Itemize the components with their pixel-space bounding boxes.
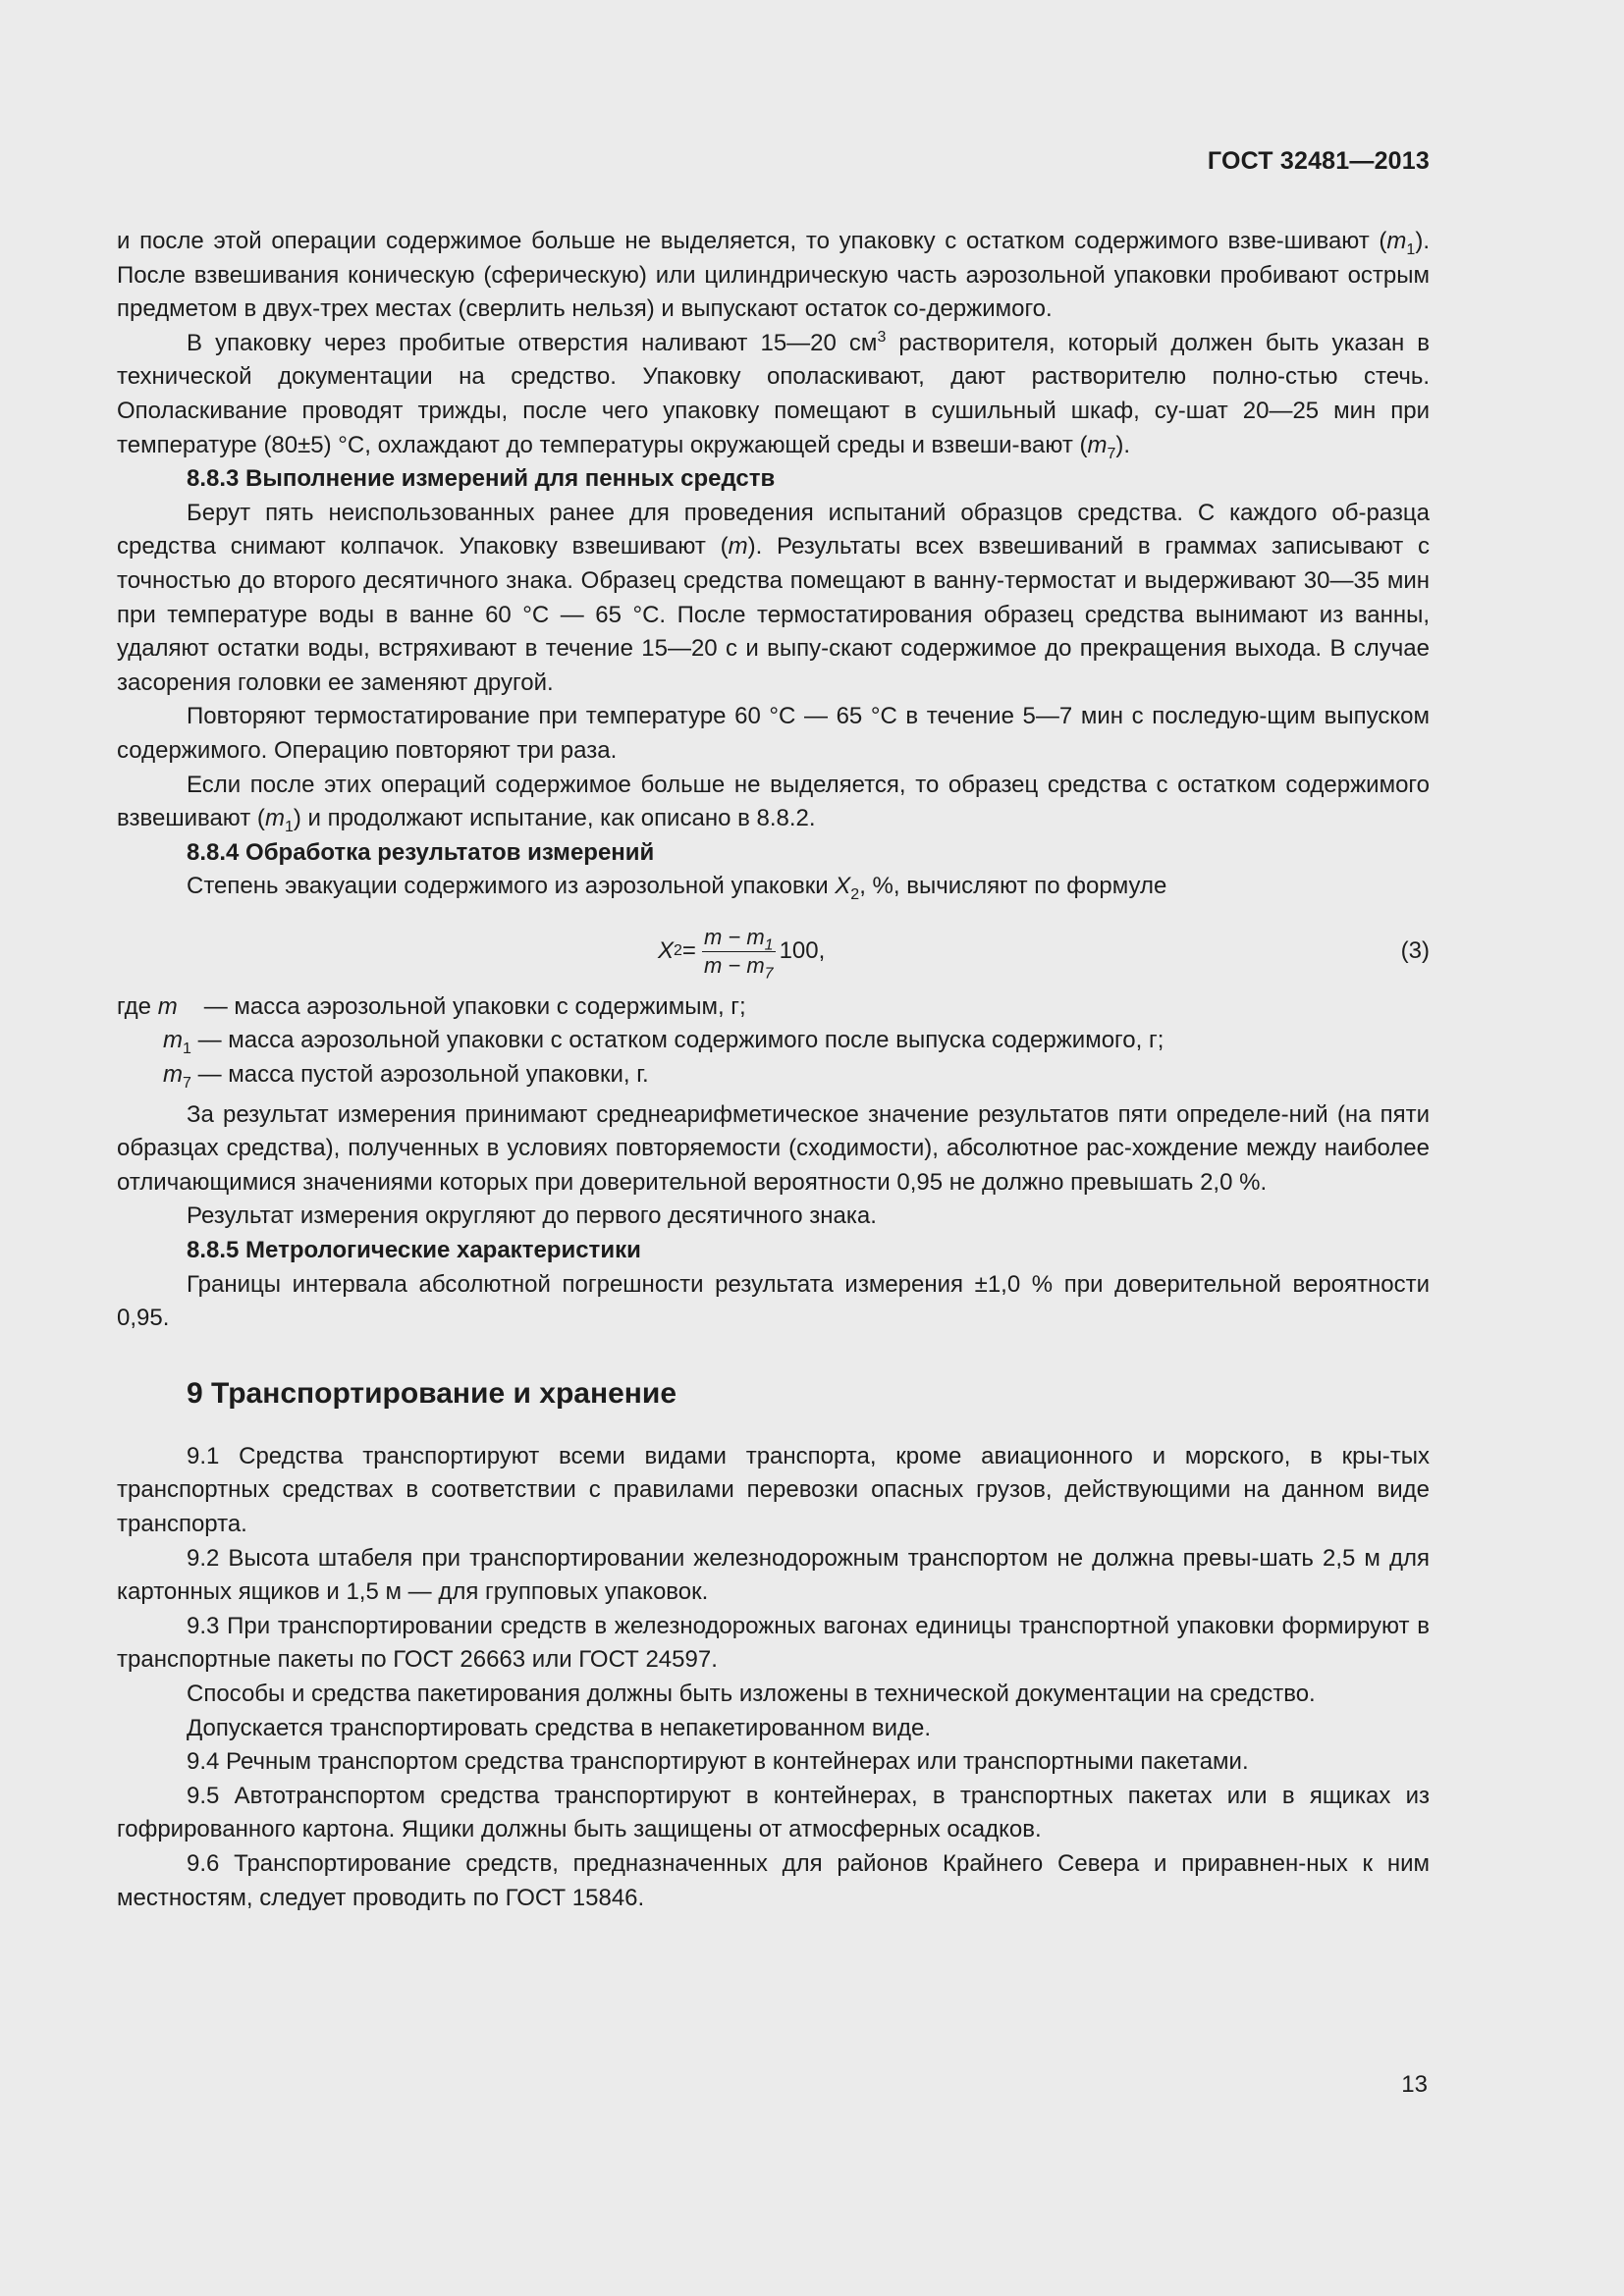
paragraph-foam-procedure: Берут пять неиспользованных ранее для проведения испытаний образцов средства. С каждого об-разца средства снимают колпачок. Упаковку взвешивают (m). Результаты всех взвешиваний в граммах записывают с точностью до второго десятичного знака. Образец средства помещают в ванну-термостат и выдерживают 30—35 мин при температуре воды в ванне 60 °С — 65 °С. После термостатирования образец средства вынимают из ванны, удаляют остатки воды, встряхивают в течение 15—20 с и выпу-скают содержимое до прекращения выхода. В случае засорения головки ее заменяют другой. (117, 499, 1431, 696)
page-number: 13 (1401, 2071, 1428, 2098)
paragraph-9-1: 9.1 Средства транспортируют всеми видами транспорта, кроме авиационного и морского, в кры-тых транспортных средствах в соответствии с правилами перевозки опасных грузов, действующими на данном виде транспорта. (117, 1442, 1430, 1537)
paragraph-metrology: Границы интервала абсолютной погрешности результата измерения ±1,0 % при доверительной вероятности 0,95. (117, 1270, 1430, 1332)
paragraph-weighing-continued: и после этой операции содержимое больше не выделяется, то упаковку с остатком содержимого взве-шивают $(m_1)$. После взвешивания коническую (сферическую) или цилиндрическую часть аэрозольной упаковки пробивают острым предметом в двух-трех местах (сверлить нельзя) и выпускают остаток со-держимого. (117, 228, 1430, 323)
definition-m7: $m_7$ — масса пустой аэрозольной упаковки, г. (163, 1061, 649, 1092)
definition-m1: $m_1$ — масса аэрозольной упаковки с остатком содержимого после выпуска содержимого, г; (163, 1027, 1164, 1058)
formula-fraction (702, 924, 776, 983)
paragraph-9-2: 9.2 Высота штабеля при транспортировании железнодорожным транспортом не должна превы-шать 2,5 м для картонных ящиков и 1,5 м — для групповых упаковок. (117, 1544, 1430, 1606)
paragraph-result-average: За результат измерения принимают среднеарифметическое значение результатов пяти определе-ний (на пяти образцах средства), полученных в условиях повторяемости (сходимости), абсолютное рас-хождение между наиболее отличающимися значениями которых при доверительной вероятности 0,95 не должно превышать 2,0 %. (117, 1100, 1430, 1196)
paragraph-solvent-rinse: В упаковку через пробитые отверстия наливают 15—20 $см^3$ растворителя, который должен быть указан в технической документации на средство. Упаковку ополаскивают, дают растворителю полно-стью стечь. Ополаскивание проводят трижды, после чего упаковку помещают в сушильный шкаф, су-шат 20—25 мин при температуре (80±5) °С, охлаждают до температуры окружающей среды и взвеши-вают $(m_7)$. (117, 328, 1431, 462)
paragraph-9-5: 9.5 Автотранспортом средства транспортируют в контейнерах, в транспортных пакетах или в ящиках из гофрированного картона. Ящики должны быть защищены от атмосферных осадков. (117, 1782, 1430, 1843)
paragraph-9-6: 9.6 Транспортирование средств, предназначенных для районов Крайнего Севера и приравнен-ных к ним местностям, следует проводить по ГОСТ 15846. (117, 1849, 1430, 1911)
paragraph-9-3-packaging: Способы и средства пакетирования должны быть изложены в технической документации на средство. (187, 1680, 1316, 1707)
paragraph-repeat-thermostat: Повторяют термостатирование при температуре 60 °С — 65 °С в течение 5—7 мин с последую-щим выпуском содержимого. Операцию повторяют три раза. (117, 703, 1430, 764)
subsection-heading-8-8-3: 8.8.3 Выполнение измерений для пенных средств (187, 465, 776, 493)
formula-3 (117, 918, 1430, 986)
definition-m: где m — масса аэрозольной упаковки с содержимым, г; (117, 992, 746, 1020)
paragraph-9-4: 9.4 Речным транспортом средства транспортируют в контейнерах или транспортными пакетами. (187, 1748, 1249, 1776)
paragraph-evacuation-degree: Степень эвакуации содержимого из аэрозольной упаковки $X_2$, %, вычисляют по формуле (187, 873, 1167, 904)
paragraph-result-rounding: Результат измерения округляют до первого десятичного знака. (187, 1202, 877, 1230)
formula-denominator: $m - m_7$ (703, 952, 774, 983)
paragraph-9-3-unpackaged: Допускается транспортировать средства в непакетированном виде. (187, 1714, 932, 1741)
document-body (117, 225, 1430, 1915)
subsection-heading-8-8-5: 8.8.5 Метрологические характеристики (187, 1237, 641, 1264)
paragraph-residue-weighing: Если после этих операций содержимое больше не выделяется, то образец средства с остатком содержимого взвешивают $(m_1)$ и продолжают испытание, как описано в 8.8.2. (117, 771, 1430, 835)
formula-number: (3) (1400, 936, 1430, 964)
formula-numerator: $m - m_1$ (703, 924, 774, 954)
formula-definitions (117, 990, 1430, 1093)
section-heading-9: 9 Транспортирование и хранение (187, 1376, 677, 1410)
paragraph-9-3: 9.3 При транспортировании средств в железнодорожных вагонах единицы транспортной упаковки формируют в транспортные пакеты по ГОСТ 26663 или ГОСТ 24597. (117, 1612, 1430, 1674)
document-header: ГОСТ 32481—2013 (1207, 147, 1430, 175)
subsection-heading-8-8-4: 8.8.4 Обработка результатов измерений (187, 838, 655, 866)
formula-expression: X 2 = $\frac{m - m_1}{m - m_7}$ 100, (658, 924, 826, 983)
